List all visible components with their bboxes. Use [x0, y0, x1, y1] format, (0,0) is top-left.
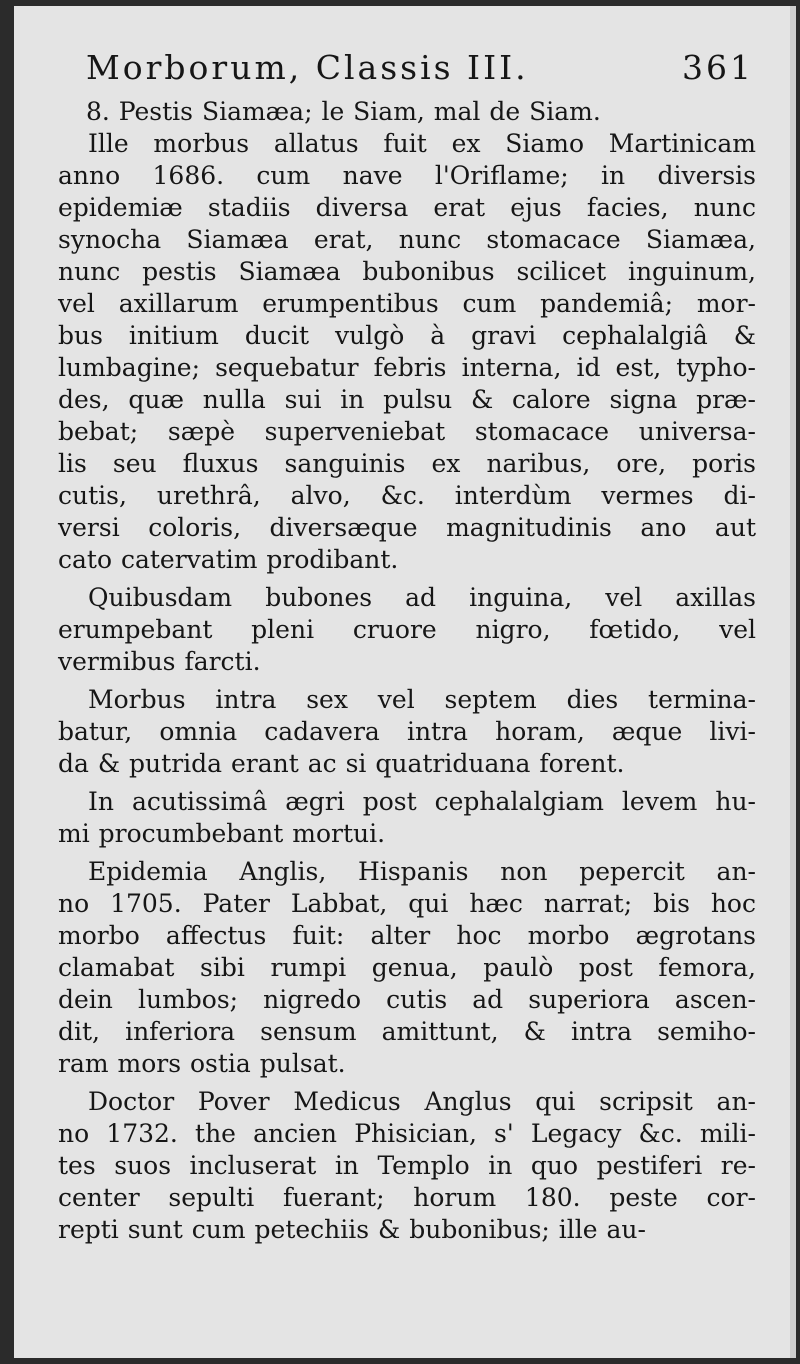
text-line: bus initium ducit vulgò à gravi cephalalgiâ &: [58, 321, 756, 350]
text-line: cato catervatim prodibant.: [58, 545, 399, 574]
paragraph: [58, 582, 756, 678]
paragraph: [58, 684, 756, 780]
running-head: [58, 40, 756, 96]
text-line: tes suos incluserat in Templo in quo pestiferi re-: [58, 1151, 756, 1180]
paragraph: [58, 1086, 756, 1246]
text-line: Epidemia Anglis, Hispanis non pepercit an-: [88, 857, 756, 886]
text-line: Quibusdam bubones ad inguina, vel axillas: [88, 583, 756, 612]
text-line: lis seu fluxus sanguinis ex naribus, ore, poris: [58, 449, 756, 478]
text-line: Doctor Pover Medicus Anglus qui scripsit an-: [88, 1087, 756, 1116]
text-line: da & putrida erant ac si quatriduana forent.: [58, 749, 625, 778]
text-line: dein lumbos; nigredo cutis ad superiora ascen-: [58, 985, 756, 1014]
text-line: cutis, urethrâ, alvo, &c. interdùm vermes di-: [58, 481, 756, 510]
text-line: erumpebant pleni cruore nigro, fœtido, vel: [58, 615, 756, 644]
running-head-title: Morborum, Classis III.: [86, 48, 529, 87]
text-line: Ille morbus allatus fuit ex Siamo Martinicam: [88, 129, 756, 158]
text-line: des, quæ nulla sui in pulsu & calore signa præ-: [58, 385, 756, 414]
text-line: epidemiæ stadiis diversa erat ejus facies, nunc: [58, 193, 756, 222]
paragraph: [58, 128, 756, 576]
text-line: clamabat sibi rumpi genua, paulò post femora,: [58, 953, 756, 982]
text-line: nunc pestis Siamæa bubonibus scilicet inguinum,: [58, 257, 756, 286]
text-line: versi coloris, diversæque magnitudinis ano aut: [58, 513, 756, 542]
text-line: synocha Siamæa erat, nunc stomacace Siamæa,: [58, 225, 756, 254]
text-line: In acutissimâ ægri post cephalalgiam levem hu-: [88, 787, 756, 816]
paragraph: [58, 786, 756, 850]
body-text: [58, 128, 756, 1246]
text-line: Morbus intra sex vel septem dies termina-: [88, 685, 756, 714]
entry-heading-line: 8. Pestis Siamæa; le Siam, mal de Siam.: [86, 97, 601, 126]
text-line: anno 1686. cum nave l'Oriflame; in diversis: [58, 161, 756, 190]
paragraph: [58, 856, 756, 1080]
text-line: vermibus farcti.: [58, 647, 261, 676]
text-line: mi procumbebant mortui.: [58, 819, 386, 848]
text-line: ram mors ostia pulsat.: [58, 1049, 346, 1078]
text-block: [58, 40, 756, 1246]
text-line: batur, omnia cadavera intra horam, æque livi-: [58, 717, 756, 746]
text-line: lumbagine; sequebatur febris interna, id est, typho-: [58, 353, 756, 382]
text-line: morbo affectus fuit: alter hoc morbo ægrotans: [58, 921, 756, 950]
text-line: repti sunt cum petechiis & bubonibus; ille au-: [58, 1215, 646, 1244]
text-line: center sepulti fuerant; horum 180. peste cor-: [58, 1183, 756, 1212]
text-line: no 1732. the ancien Phisician, s' Legacy &c. mili-: [58, 1119, 756, 1148]
text-line: vel axillarum erumpentibus cum pandemiâ; mor-: [58, 289, 756, 318]
page-number: 361: [682, 48, 754, 87]
text-line: bebat; sæpè superveniebat stomacace universa-: [58, 417, 756, 446]
book-page: [14, 6, 796, 1358]
text-line: dit, inferiora sensum amittunt, & intra semiho-: [58, 1017, 756, 1046]
text-line: no 1705. Pater Labbat, qui hæc narrat; bis hoc: [58, 889, 756, 918]
